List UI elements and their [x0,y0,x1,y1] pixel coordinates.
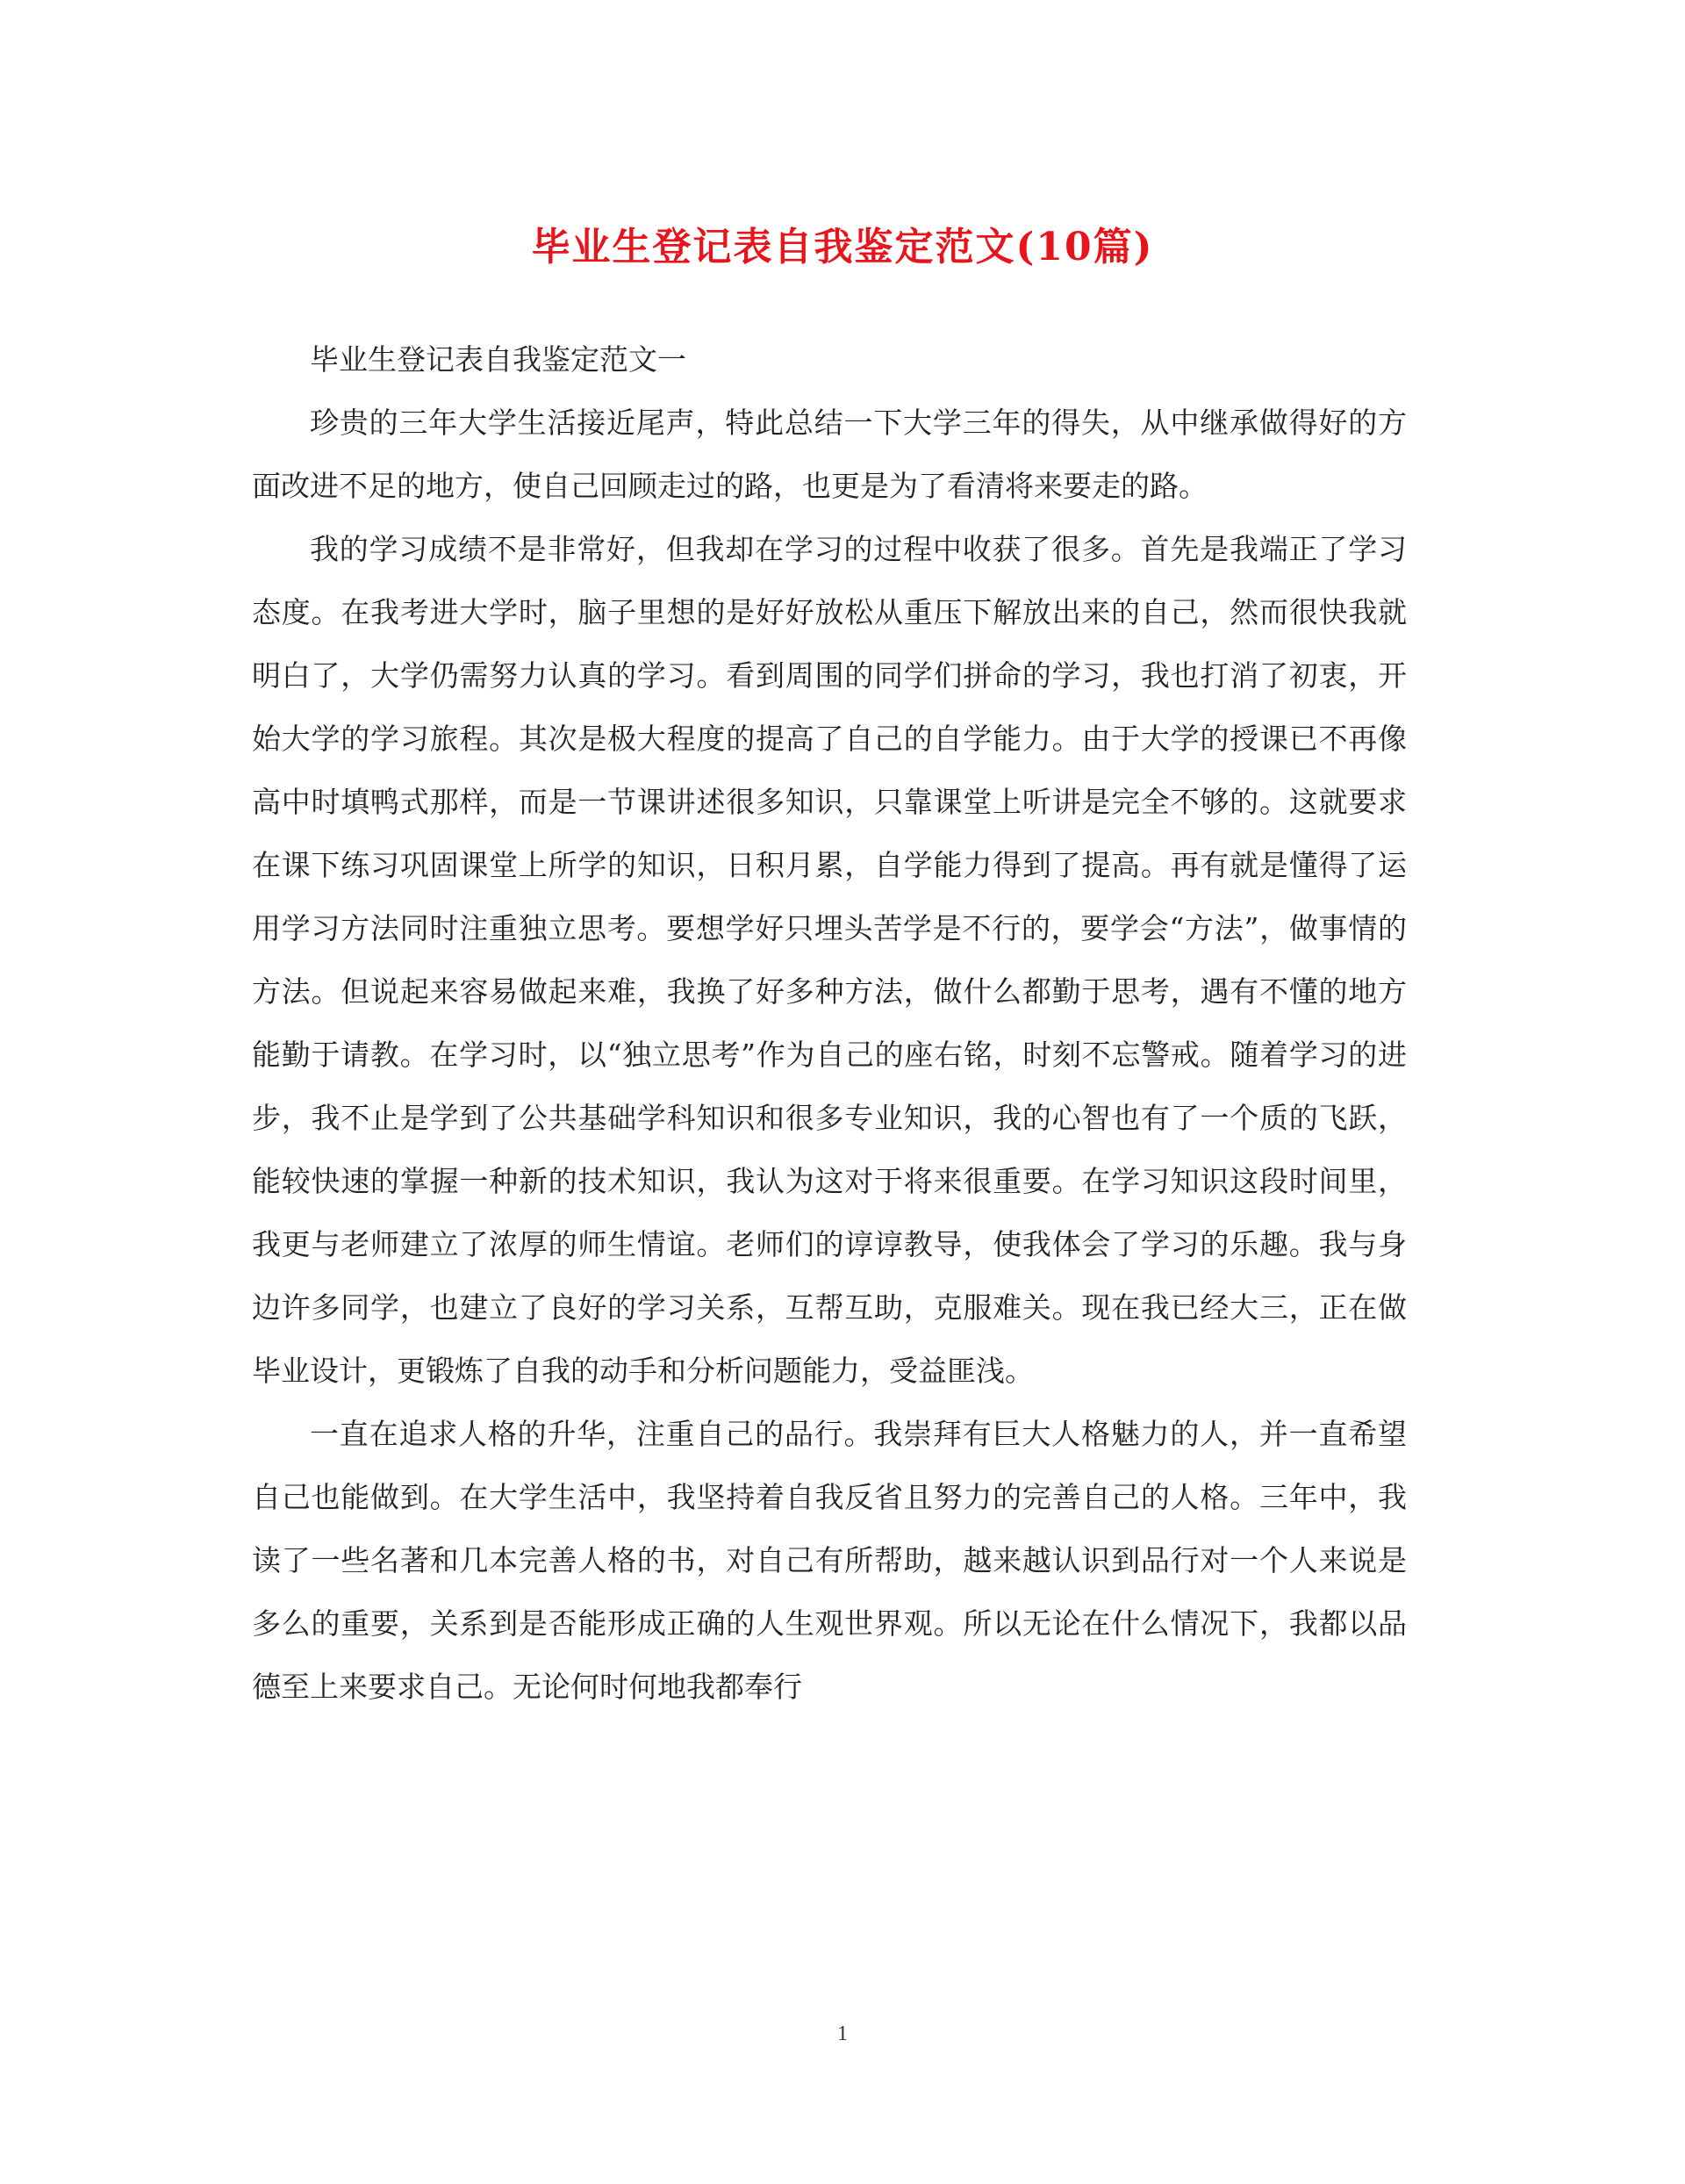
document-body [252,328,1407,1719]
body-paragraph: 珍贵的三年大学生活接近尾声，特此总结一下大学三年的得失，从中继承做得好的方面改进不足的地方，使自己回顾走过的路，也更是为了看清将来要走的路。 [252,406,1407,503]
page-number: 1 [837,2022,848,2045]
body-paragraph: 一直在追求人格的升华，注重自己的品行。我崇拜有巨大人格魅力的人，并一直希望自己也能做到。在大学生活中，我坚持着自我反省且努力的完善自己的人格。三年中，我读了一些名著和几本完善人格的书，对自己有所帮助，越来越认识到品行对一个人来说是多么的重要，关系到是否能形成正确的人生观世界观。所以无论在什么情况下，我都以品德至上来要求自己。无论何时何地我都奉行 [252,1417,1407,1704]
document-title: 毕业生登记表自我鉴定范文(10篇) [531,225,1154,269]
body-paragraph: 我的学习成绩不是非常好，但我却在学习的过程中收获了很多。首先是我端正了学习态度。在我考进大学时，脑子里想的是好好放松从重压下解放出来的自己，然而很快我就明白了，大学仍需努力认真的学习。看到周围的同学们拼命的学习，我也打消了初衷，开始大学的学习旅程。其次是极大程度的提高了自己的自学能力。由于大学的授课已不再像高中时填鸭式那样，而是一节课讲述很多知识，只靠课堂上听讲是完全不够的。这就要求在课下练习巩固课堂上所学的知识，日积月累，自学能力得到了提高。再有就是懂得了运用学习方法同时注重独立思考。要想学好只埋头苦学是不行的，要学会“方法”，做事情的方法。但说起来容易做起来难，我换了好多种方法，做什么都勤于思考，遇有不懂的地方能勤于请教。在学习时，以“独立思考”作为自己的座右铭，时刻不忘警戒。随着学习的进步，我不止是学到了公共基础学科知识和很多专业知识，我的心智也有了一个质的飞跃，能较快速的掌握一种新的技术知识，我认为这对于将来很重要。在学习知识这段时间里，我更与老师建立了浓厚的师生情谊。老师们的谆谆教导，使我体会了学习的乐趣。我与身边许多同学，也建立了良好的学习关系，互帮互助，克服难关。现在我已经大三，正在做毕业设计，更锻炼了自我的动手和分析问题能力，受益匪浅。 [252,532,1407,1388]
section-heading: 毕业生登记表自我鉴定范文一 [310,342,686,377]
